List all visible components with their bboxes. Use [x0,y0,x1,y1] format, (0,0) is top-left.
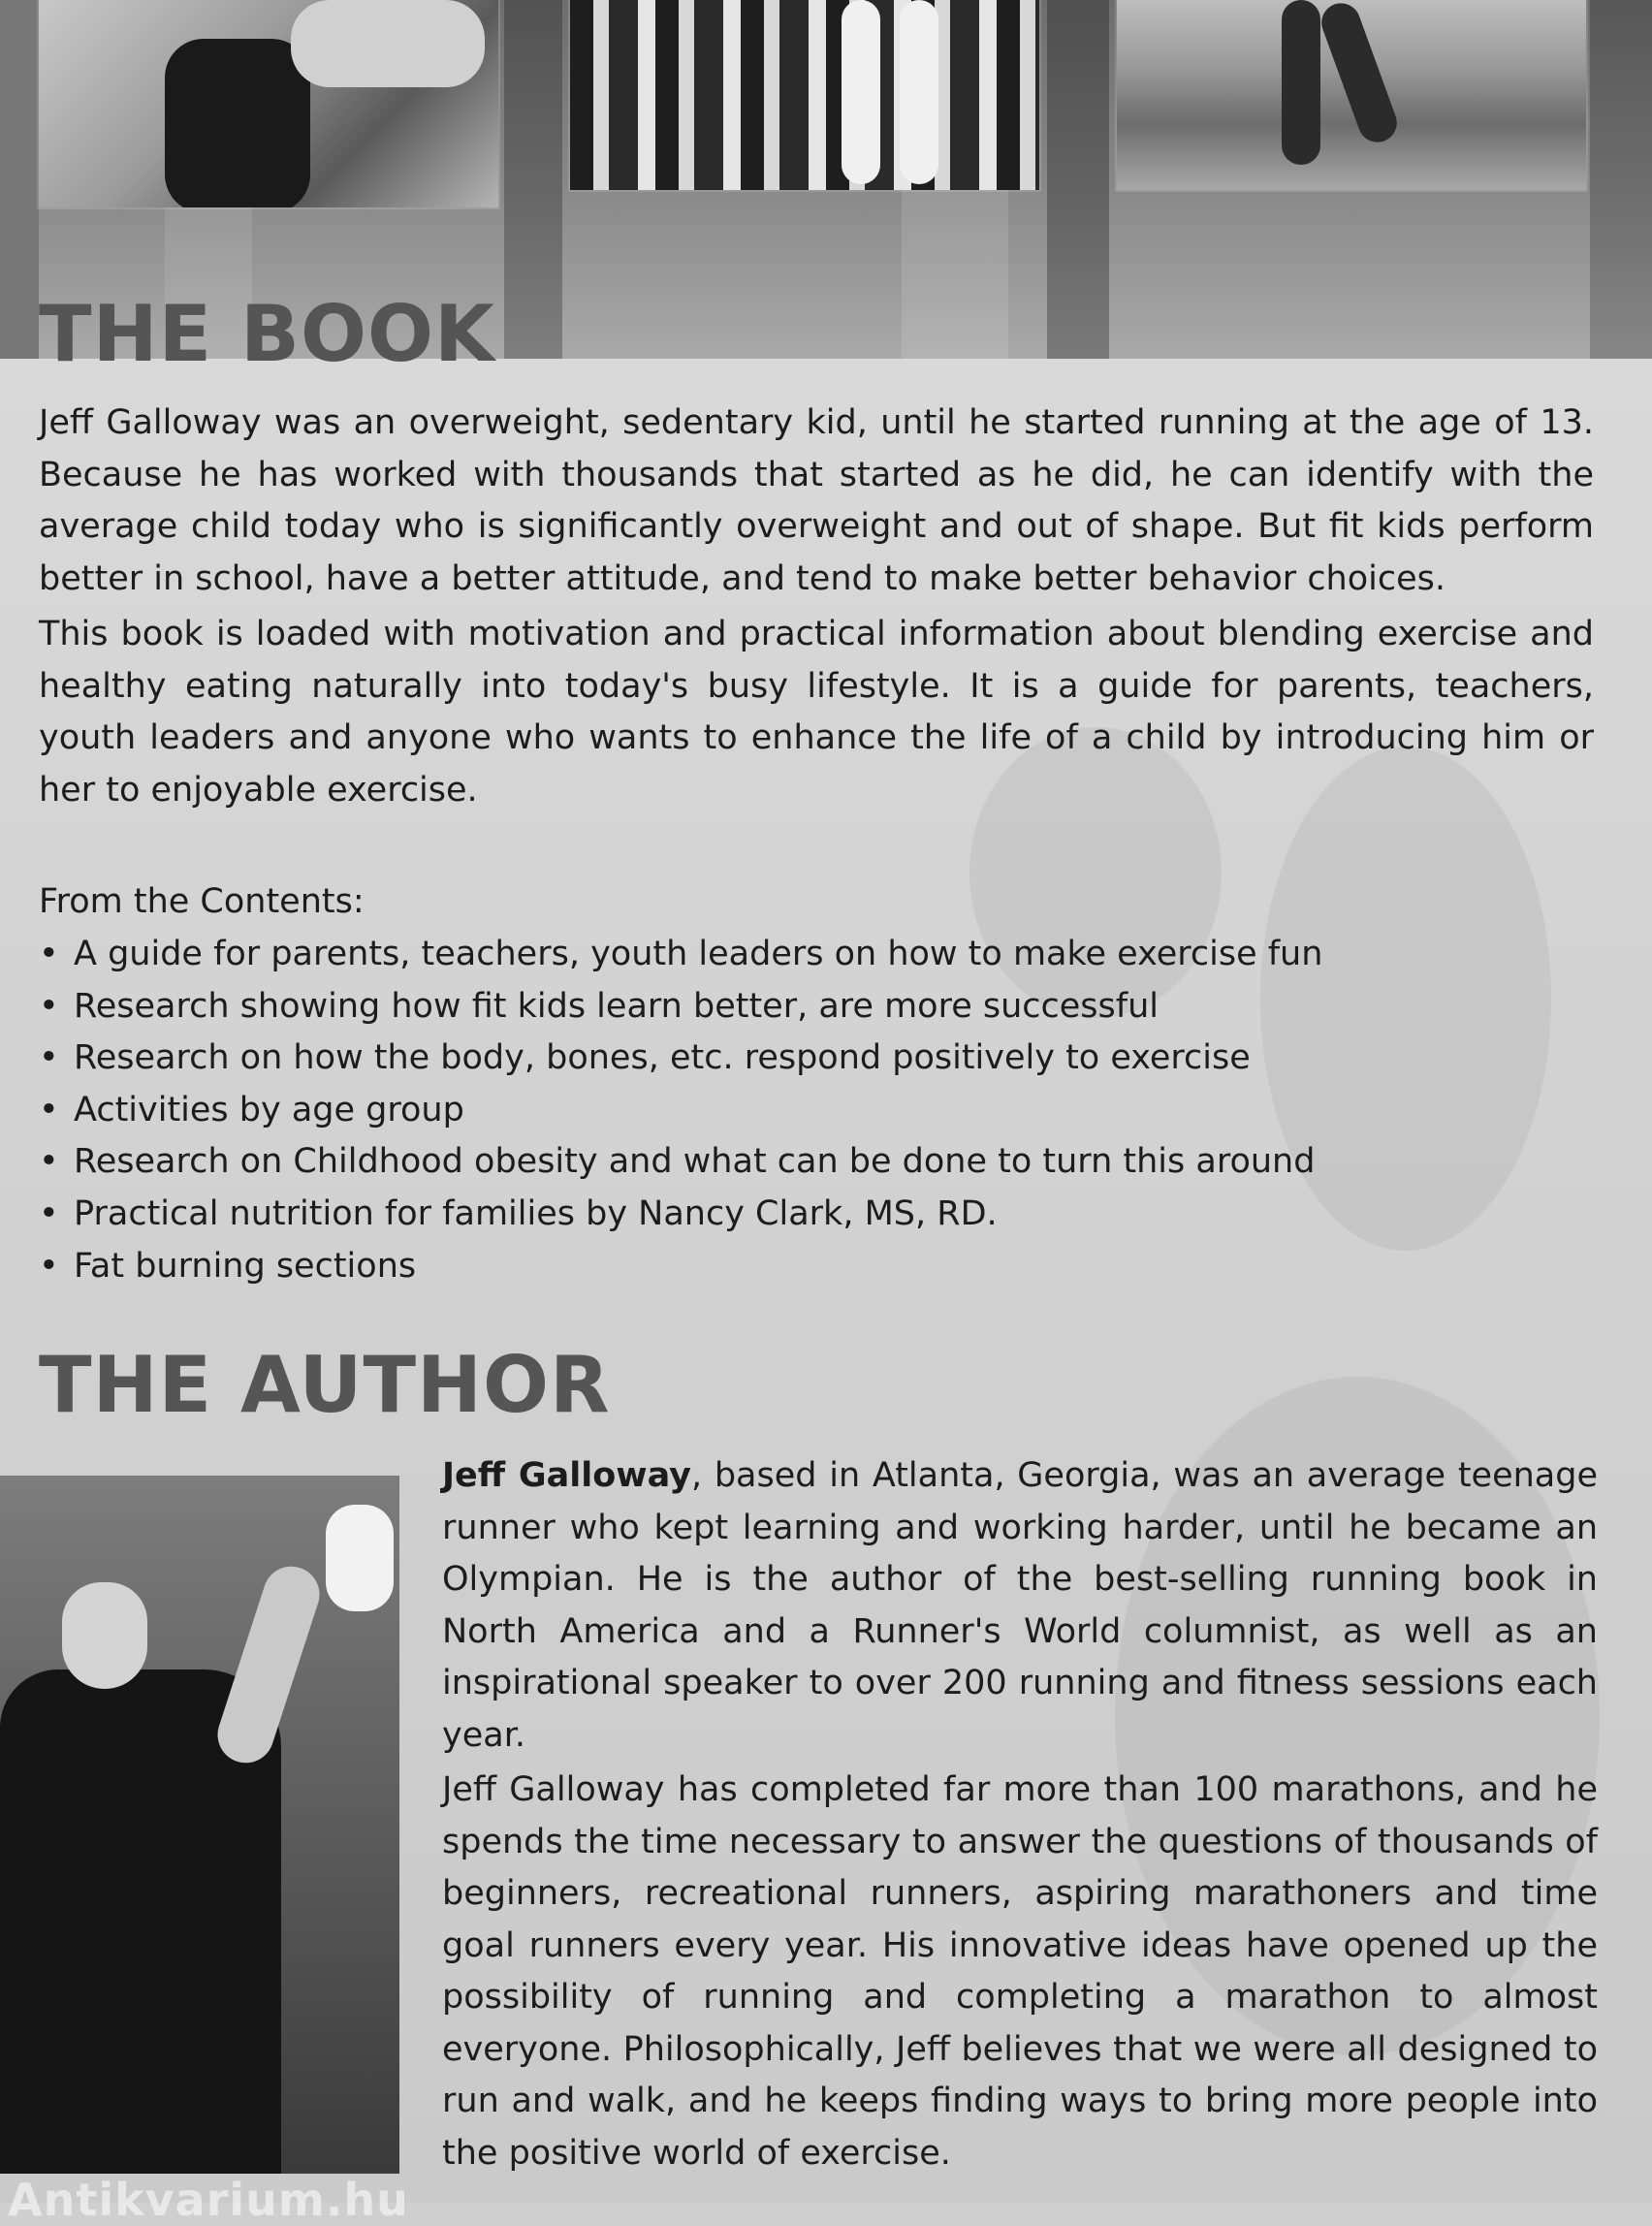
contents-list [39,929,1594,1292]
list-item: • Fat burning sections [39,1241,1594,1293]
list-item: • Activities by age group [39,1085,1594,1137]
list-item: • Research on how the body, bones, etc. respond positively to exercise [39,1033,1594,1085]
beach-running-photo [1117,0,1586,190]
list-item: • Research on Childhood obesity and what can be done to turn this around [39,1136,1594,1189]
runner-shirt [291,0,485,87]
book-paragraph: Jeff Galloway was an overweight, sedentary kid, until he started running at the age of 13. Because he has worked with thousands that started as he did, he can identify with the average child today who is significantly overweight and out of shape. But fit kids perform better in school, have a better attitude, and tend to make better behavior choices. [39,403,1594,598]
child-leg [1282,0,1320,165]
running-child-photo [39,0,498,207]
author-bio-2: Jeff Galloway has completed far more than 100 marathons, and he spends the time necessary to answer the questions of thousands of beginners, recreational runners, aspiring marathoners and time goal runners every year. His innovative ideas have opened up the possibility of running and completing a marathon to almost everyone. Philosophically, Jeff believes that we were all designed to run and walk, and he keeps finding ways to bring more people into the positive world of exercise. [442,1770,1598,2173]
decorative-stripe [1047,0,1109,359]
book-paragraph: This book is loaded with motivation and practical information about blending exercise and healthy eating naturally into today's busy lifestyle. It is a guide for parents, teachers, youth leaders and anyone who wants to enhance the life of a child by introducing him or her to enjoyable exercise. [39,615,1594,810]
author-head [62,1582,147,1689]
runner-figure [165,39,310,207]
decorative-stripe [504,0,562,359]
list-item: • Practical nutrition for families by Nancy Clark, MS, RD. [39,1189,1594,1241]
list-item: • A guide for parents, teachers, youth leaders on how to make exercise fun [39,929,1594,981]
author-name: Jeff Galloway [442,1456,691,1495]
child-arm [842,0,880,184]
book-heading: THE BOOK [39,289,496,379]
child-arm [900,0,938,184]
contents-title: From the Contents: [39,882,365,921]
decorative-stripe [1590,0,1652,359]
author-arm [210,1559,327,1770]
author-bio-text: , based in Atlanta, Georgia, was an average teenage runner who kept learning and working harder, until he became an Olympian. He is the author of the best-selling running book in North America and a Runner's World columnist, as well as an inspirational speaker to over 200 running and fitness sessions each year. [442,1456,1598,1755]
author-heading: THE AUTHOR [39,1340,611,1430]
author-photo [0,1476,399,2174]
child-leg [1317,0,1403,147]
jungle-gym-photo [570,0,1039,190]
list-item: • Research showing how fit kids learn better, are more successful [39,981,1594,1034]
watermark: Antikvarium.hu [8,2174,409,2226]
author-bio [442,1450,1598,1762]
decorative-stripe [0,0,39,359]
towel [326,1505,394,1611]
